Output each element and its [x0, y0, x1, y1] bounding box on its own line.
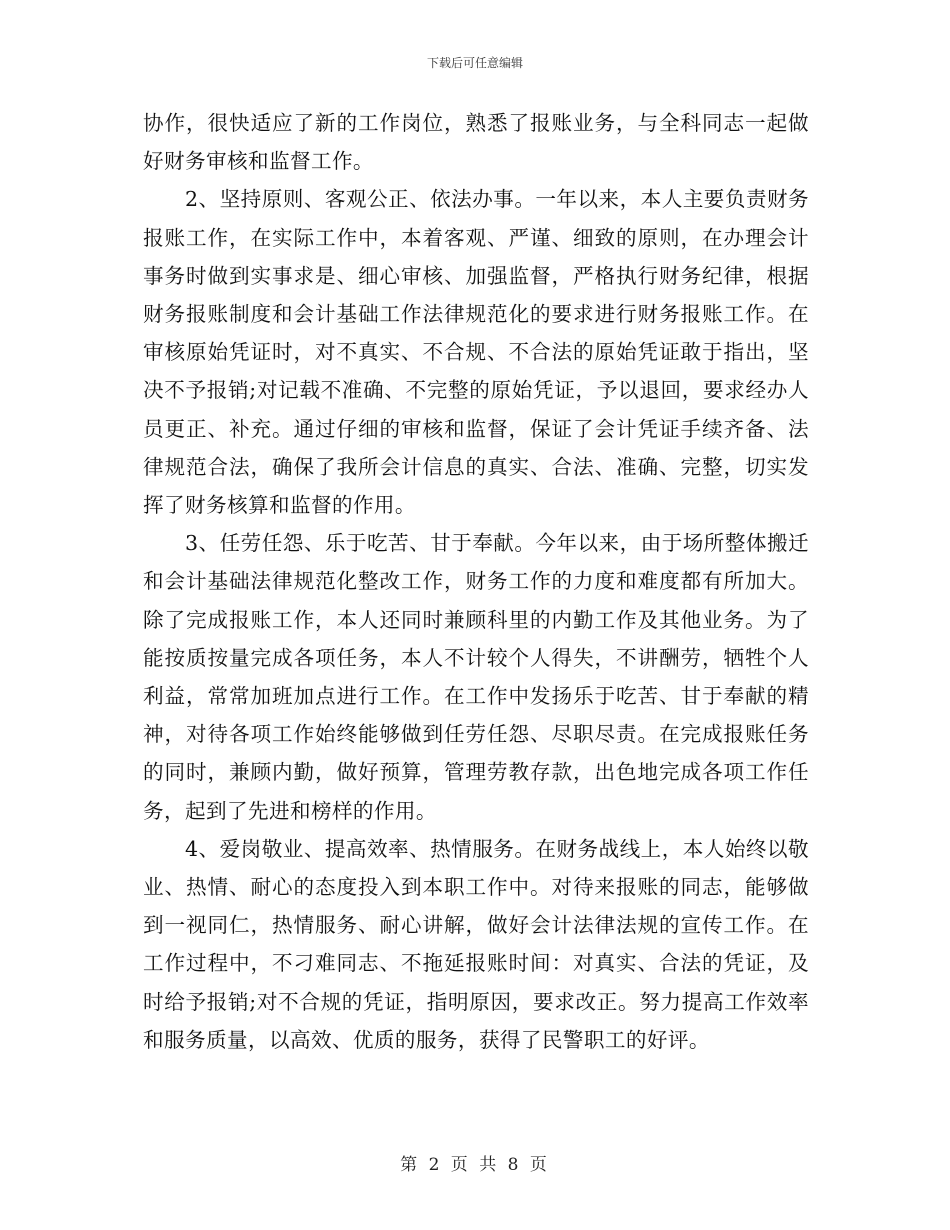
- header-note: 下载后可任意编辑: [426, 56, 523, 70]
- paragraph-item-4: 4、爱岗敬业、提高效率、热情服务。在财务战线上，本人始终以敬业、热情、耐心的态度投入到本职工作中。对待来报账的同志，能够做到一视同仁，热情服务、耐心讲解，做好会计法律法规的宣传工作。在工作过程中，不刁难同志、不拖延报账时间：对真实、合法的凭证，及时给予报销;对不合规的凭证，指明原因，要求改正。努力提高工作效率和服务质量，以高效、优质的服务，获得了民警职工的好评。: [143, 836, 809, 1052]
- paragraph-item-2: 2、坚持原则、客观公正、依法办事。一年以来，本人主要负责财务报账工作，在实际工作中，本着客观、严谨、细致的原则，在办理会计事务时做到实事求是、细心审核、加强监督，严格执行财务纪律，根据财务报账制度和会计基础工作法律规范化的要求进行财务报账工作。在审核原始凭证时，对不真实、不合规、不合法的原始凭证敢于指出，坚决不予报销;对记载不准确、不完整的原始凭证，予以退回，要求经办人员更正、补充。通过仔细的审核和监督，保证了会计凭证手续齐备、法律规范合法，确保了我所会计信息的真实、合法、准确、完整，切实发挥了财务核算和监督的作用。: [143, 187, 809, 518]
- document-body: [143, 104, 809, 1059]
- paragraph-item-3: 3、任劳任怨、乐于吃苦、甘于奉献。今年以来，由于场所整体搬迁和会计基础法律规范化整改工作，财务工作的力度和难度都有所加大。除了完成报账工作，本人还同时兼顾科里的内勤工作及其他业务。为了能按质按量完成各项任务，本人不计较个人得失，不讲酬劳，牺牲个人利益，常常加班加点进行工作。在工作中发扬乐于吃苦、甘于奉献的精神，对待各项工作始终能够做到任劳任怨、尽职尽责。在完成报账任务的同时，兼顾内勤，做好预算，管理劳教存款，出色地完成各项工作任务，起到了先进和榜样的作用。: [143, 531, 809, 823]
- page-number: 第 2 页 共 8 页: [400, 1155, 550, 1175]
- paragraph-continuation: 协作，很快适应了新的工作岗位，熟悉了报账业务，与全科同志一起做好财务审核和监督工作。: [143, 111, 809, 174]
